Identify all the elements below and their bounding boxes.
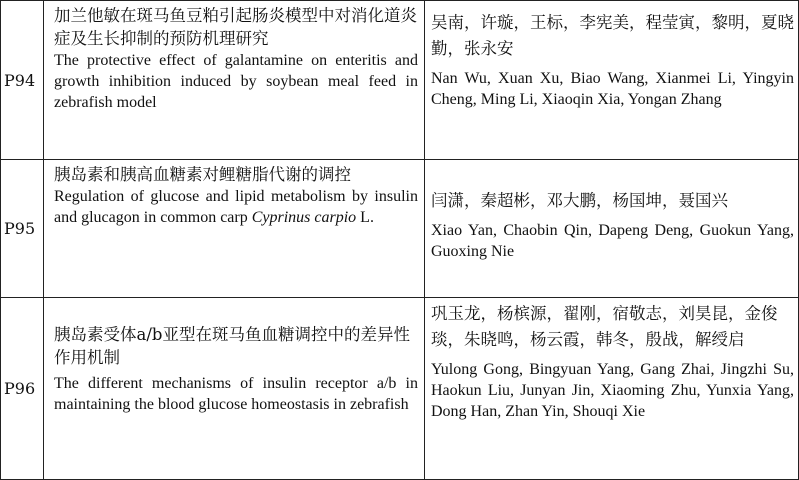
title-en-text: Regulation of glucose and lipid metabolism by insulin and glucagon in common carp bbox=[54, 188, 418, 226]
authors-en: Xiao Yan, Chaobin Qin, Dapeng Deng, Guokun Yang, Guoxing Nie bbox=[431, 222, 794, 260]
title-zh: 胰岛素受体a/b亚型在斑马鱼血糖调控中的差异性作用机制 bbox=[54, 325, 410, 367]
species-name: Cyprinus carpio bbox=[251, 209, 357, 226]
title-en bbox=[54, 373, 418, 415]
table-row bbox=[1, 160, 799, 298]
title-cell bbox=[44, 1, 425, 160]
title-zh: 胰岛素和胰高血糖素对鲤糖脂代谢的调控 bbox=[54, 165, 351, 184]
title-en-text: The protective effect of galantamine on enteritis and growth inhibition induced by soybean meal feed in zebrafish model bbox=[54, 52, 418, 111]
title-cell bbox=[44, 160, 425, 298]
title-zh: 加兰他敏在斑马鱼豆粕引起肠炎模型中对消化道炎症及生长抑制的预防机理研究 bbox=[54, 6, 417, 48]
title-en bbox=[54, 50, 418, 113]
authors-zh: 吴南，许璇，王标，李宪美，程莹寅，黎明，夏晓勤，张永安 bbox=[431, 13, 794, 58]
title-en bbox=[54, 186, 418, 228]
authors-zh: 闫潇，秦超彬，邓大鹏，杨国坤，聂国兴 bbox=[431, 191, 728, 210]
paper-id: P94 bbox=[1, 1, 44, 160]
title-en-suffix: L. bbox=[356, 209, 374, 226]
author-cell bbox=[425, 160, 799, 298]
author-cell bbox=[425, 1, 799, 160]
table-row bbox=[1, 298, 799, 480]
title-cell bbox=[44, 298, 425, 480]
author-cell bbox=[425, 298, 799, 480]
paper-id: P96 bbox=[1, 298, 44, 480]
paper-id: P95 bbox=[1, 160, 44, 298]
authors-en: Yulong Gong, Bingyuan Yang, Gang Zhai, Jingzhi Su, Haokun Liu, Junyan Jin, Xiaoming Zhu, Yunxia Yang, Dong Han, Zhan Yin, Shouqi Xie bbox=[431, 361, 794, 420]
authors-zh: 巩玉龙，杨槟源，翟刚，宿敬志，刘昊昆，金俊琰，朱晓鸣，杨云霞，韩冬，殷战，解绶启 bbox=[431, 304, 778, 349]
authors-en: Nan Wu, Xuan Xu, Biao Wang, Xianmei Li, Yingyin Cheng, Ming Li, Xiaoqin Xia, Yongan Zhang bbox=[431, 70, 794, 108]
table-row bbox=[1, 1, 799, 160]
title-en-text: The different mechanisms of insulin receptor a/b in maintaining the blood glucose homeostasis in zebrafish bbox=[54, 375, 418, 413]
